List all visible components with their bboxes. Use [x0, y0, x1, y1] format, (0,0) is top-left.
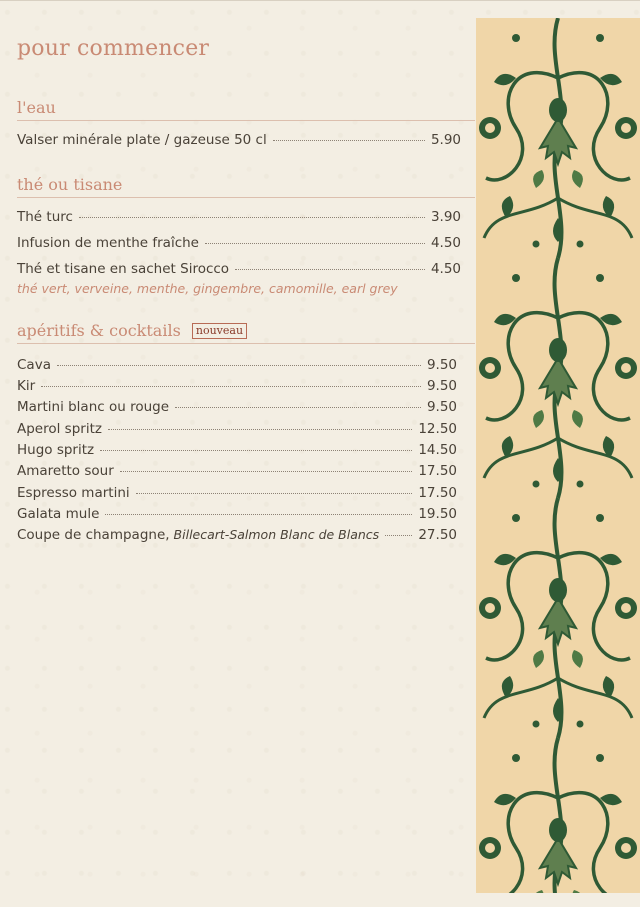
item-price: 9.50 — [426, 357, 457, 373]
dot-leader — [205, 243, 425, 244]
item-name: Martini blanc ou rouge — [17, 399, 170, 415]
item-name: Espresso martini — [17, 485, 130, 501]
menu-item — [17, 235, 461, 251]
item-name: Cava — [17, 357, 51, 373]
dot-leader — [136, 493, 413, 494]
section-title: apéritifs & cocktails — [17, 321, 181, 340]
new-badge: nouveau — [192, 323, 247, 339]
section-rule — [17, 343, 475, 344]
section-title: l'eau — [17, 98, 56, 117]
item-price: 9.50 — [426, 378, 457, 394]
floral-pattern-graphic — [476, 18, 640, 893]
dot-leader — [100, 450, 412, 451]
menu-item — [17, 463, 457, 479]
menu-item — [17, 378, 457, 394]
menu-item — [17, 421, 457, 437]
dot-leader — [41, 386, 421, 387]
menu-item — [17, 357, 457, 373]
item-price: 17.50 — [418, 485, 457, 501]
menu-item — [17, 485, 457, 501]
item-name: Coupe de champagne, — [17, 527, 170, 543]
dot-leader — [108, 429, 412, 430]
section-rule — [17, 120, 475, 121]
dot-leader — [235, 269, 425, 270]
dot-leader — [385, 535, 412, 536]
page-title: pour commencer — [17, 36, 210, 61]
item-price: 19.50 — [418, 506, 457, 522]
decorative-pattern-panel — [476, 18, 640, 893]
dot-leader — [79, 217, 425, 218]
dot-leader — [120, 471, 413, 472]
item-price: 5.90 — [430, 132, 461, 148]
menu-item — [17, 506, 457, 522]
dot-leader — [273, 140, 425, 141]
item-name: Thé turc — [17, 209, 73, 225]
item-price: 14.50 — [418, 442, 457, 458]
item-name: Infusion de menthe fraîche — [17, 235, 199, 251]
item-subtitle: Billecart-Salmon Blanc de Blancs — [173, 527, 380, 542]
section-title: thé ou tisane — [17, 175, 123, 194]
item-price: 12.50 — [418, 421, 457, 437]
section-rule — [17, 197, 475, 198]
item-note: thé vert, verveine, menthe, gingembre, camomille, earl grey — [17, 281, 398, 296]
item-price: 17.50 — [418, 463, 457, 479]
item-name: Amaretto sour — [17, 463, 114, 479]
item-name: Thé et tisane en sachet Sirocco — [17, 261, 230, 277]
item-price: 3.90 — [430, 209, 461, 225]
section-heading-water — [17, 98, 475, 117]
item-price: 9.50 — [426, 399, 457, 415]
menu-item — [17, 209, 461, 225]
item-price: 27.50 — [418, 527, 457, 543]
menu-item — [17, 527, 457, 543]
item-price: 4.50 — [430, 261, 461, 277]
dot-leader — [175, 407, 421, 408]
item-price: 4.50 — [430, 235, 461, 251]
item-name: Aperol spritz — [17, 421, 102, 437]
item-name: Valser minérale plate / gazeuse 50 cl — [17, 132, 267, 148]
item-name: Galata mule — [17, 506, 100, 522]
section-heading-aperitifs — [17, 321, 475, 340]
dot-leader — [57, 365, 421, 366]
item-name: Hugo spritz — [17, 442, 95, 458]
menu-item — [17, 399, 457, 415]
section-heading-tea — [17, 175, 475, 194]
menu-item — [17, 442, 457, 458]
item-name: Kir — [17, 378, 36, 394]
menu-item — [17, 132, 461, 148]
menu-item — [17, 261, 461, 277]
top-divider — [0, 0, 640, 1]
dot-leader — [105, 514, 412, 515]
